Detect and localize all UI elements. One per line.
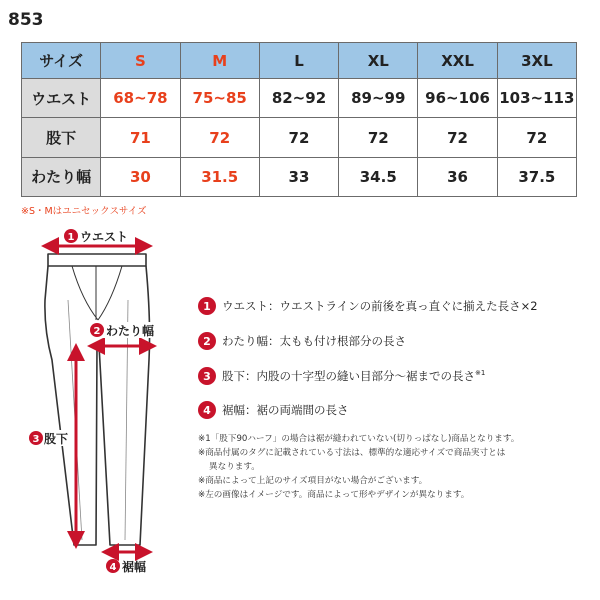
svg-text:4: 4 bbox=[109, 562, 117, 573]
header-l: L bbox=[259, 43, 338, 79]
size-table bbox=[21, 42, 577, 197]
legend-number: 1 bbox=[198, 297, 216, 315]
svg-text:裾幅: 裾幅 bbox=[122, 560, 147, 574]
header-m: M bbox=[180, 43, 259, 79]
table-cell: 33 bbox=[259, 157, 338, 196]
legend-item-thigh bbox=[198, 331, 406, 351]
pants-outline bbox=[45, 254, 150, 545]
header-3xl: 3XL bbox=[497, 43, 576, 79]
model-code: 853 bbox=[8, 10, 44, 30]
legend-text bbox=[222, 368, 485, 384]
table-row-waist bbox=[22, 79, 577, 118]
table-cell: 103~113 bbox=[497, 79, 576, 118]
table-cell: 72 bbox=[259, 118, 338, 157]
header-size: サイズ bbox=[22, 43, 101, 79]
footnotes bbox=[198, 432, 598, 502]
table-cell: 37.5 bbox=[497, 157, 576, 196]
table-cell: 31.5 bbox=[180, 157, 259, 196]
table-cell: 36 bbox=[418, 157, 497, 196]
svg-text:1: 1 bbox=[67, 232, 75, 243]
label-inseam bbox=[28, 430, 70, 446]
svg-text:股下: 股下 bbox=[44, 432, 69, 446]
legend-text: 裾幅：裾の両端間の長さ bbox=[222, 403, 349, 417]
table-cell: 34.5 bbox=[339, 157, 418, 196]
header-s: S bbox=[101, 43, 180, 79]
footnote: ※商品付属のタグに記載されている寸法は、標準的な適応サイズで商品実寸とは bbox=[198, 448, 506, 458]
legend-text: ウエスト：ウエストラインの前後を真っ直ぐに揃えた長さ×2 bbox=[222, 299, 538, 313]
table-header-row bbox=[22, 43, 577, 79]
table-cell: 96~106 bbox=[418, 79, 497, 118]
header-xxl: XXL bbox=[418, 43, 497, 79]
legend-item-inseam bbox=[198, 366, 485, 386]
row-label: 股下 bbox=[22, 118, 101, 157]
legend-item-waist bbox=[198, 296, 538, 316]
table-cell: 30 bbox=[101, 157, 180, 196]
table-row-inseam bbox=[22, 118, 577, 157]
table-cell: 72 bbox=[497, 118, 576, 157]
label-hem bbox=[106, 559, 146, 574]
table-cell: 71 bbox=[101, 118, 180, 157]
svg-text:わたり幅: わたり幅 bbox=[106, 324, 155, 338]
header-xl: XL bbox=[339, 43, 418, 79]
svg-text:ウエスト: ウエスト bbox=[80, 230, 129, 244]
table-cell: 82~92 bbox=[259, 79, 338, 118]
label-thigh bbox=[88, 322, 158, 338]
label-waist bbox=[62, 228, 130, 244]
footnote: ※1「股下90ハーフ」の場合は裾が縫われていない(切りっぱなし)商品となります。 bbox=[198, 434, 520, 444]
footnote: 異なります。 bbox=[209, 462, 260, 472]
svg-text:2: 2 bbox=[93, 326, 101, 337]
table-cell: 72 bbox=[180, 118, 259, 157]
row-label: ウエスト bbox=[22, 79, 101, 118]
legend-item-hem bbox=[198, 400, 349, 420]
table-row-thigh bbox=[22, 157, 577, 196]
row-label: わたり幅 bbox=[22, 157, 101, 196]
table-cell: 72 bbox=[339, 118, 418, 157]
legend-number: 3 bbox=[198, 367, 216, 385]
unisex-note: ※S・Mはユニセックスサイズ bbox=[21, 206, 147, 217]
legend-text-main: 股下：内股の十字型の縫い目部分～裾までの長さ bbox=[222, 369, 475, 383]
table-cell: 68~78 bbox=[101, 79, 180, 118]
footnote-ref: ※1 bbox=[475, 369, 486, 378]
svg-text:3: 3 bbox=[32, 434, 40, 445]
table-cell: 72 bbox=[418, 118, 497, 157]
table-cell: 75~85 bbox=[180, 79, 259, 118]
legend-text: わたり幅：太もも付け根部分の長さ bbox=[222, 334, 406, 348]
footnote: ※商品によって上記のサイズ項目がない場合がございます。 bbox=[198, 476, 428, 486]
legend-number: 2 bbox=[198, 332, 216, 350]
footnote: ※左の画像はイメージです。商品によって形やデザインが異なります。 bbox=[198, 490, 470, 500]
pants-diagram bbox=[0, 220, 190, 580]
table-cell: 89~99 bbox=[339, 79, 418, 118]
legend-number: 4 bbox=[198, 401, 216, 419]
